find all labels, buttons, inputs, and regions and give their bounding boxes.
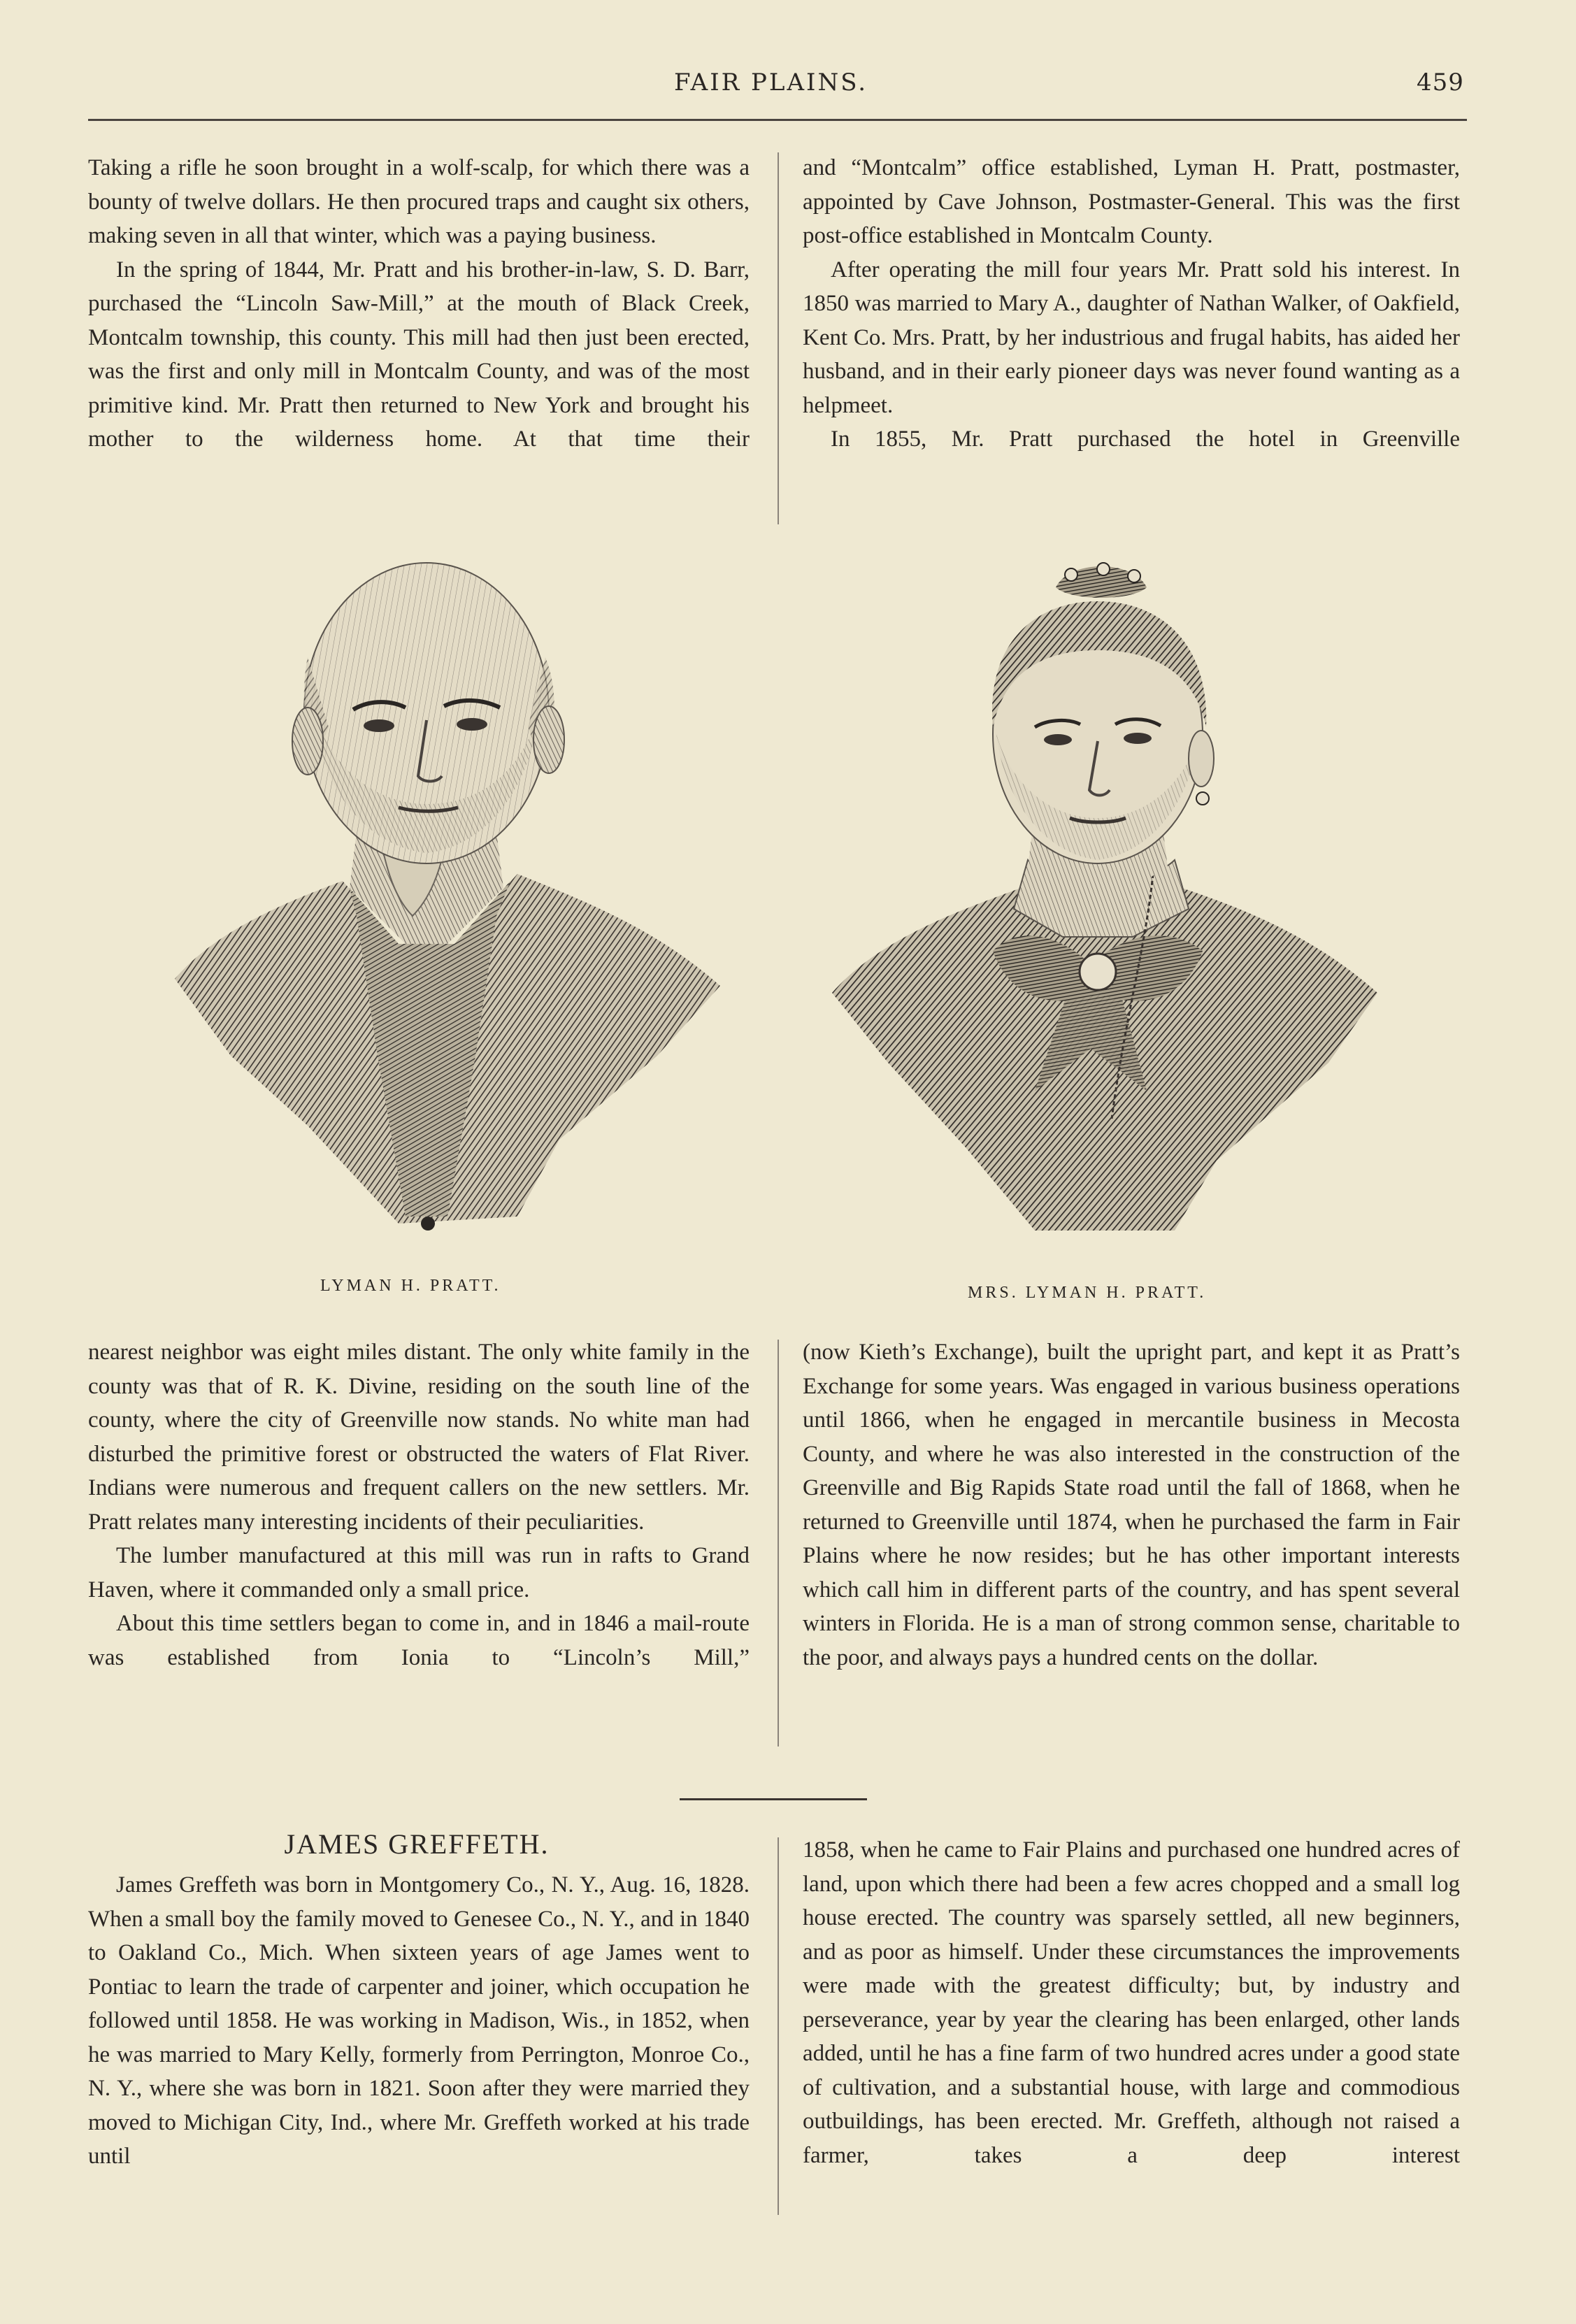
header-rule [88,119,1467,121]
middle-left-column [88,1335,750,1674]
paragraph: 1858, when he came to Fair Plains and purchased one hundred acres of land, upon which there had been a few acres chopped and a small log house erected. The country was sparsely settled, all new beginners, and as poor as himself. Under these circumstances the improvements were made with the greatest difficulty; but, by industry and perseverance, year by year the clearing has been enlarged, other lands added, until he has a fine farm of two hundred acres under a good state of cultivation, and a substantial house, with large and commodious outbuildings, has been erected. Mr. Greffeth, although not raised a farmer, takes a deep interest [803,1837,1460,2168]
column-divider [778,1837,779,2215]
paragraph: Taking a rifle he soon brought in a wolf-scalp, for which there was a bounty of twelve dollars. He then procured traps and caught six others, making seven in all that winter, which was a paying business. [88,155,750,248]
portrait-caption-left: LYMAN H. PRATT. [320,1277,501,1295]
paragraph: In 1855, Mr. Pratt purchased the hotel in Greenville [831,426,1460,452]
paragraph: In the spring of 1844, Mr. Pratt and his brother-in-law, S. D. Barr, purchased the “Lincoln Saw-Mill,” at the mouth of Black Creek, Montcalm township, this county. This mill had then just been erected, was the first and only mill in Montcalm County, and was of the most primitive kind. Mr. Pratt then returned to New York and brought his mother to the wilderness home. At that time their [88,257,750,452]
paragraph: The lumber manufactured at this mill was run in rafts to Grand Haven, where it commanded only a small price. [88,1543,750,1602]
page-number: 459 [1417,69,1464,96]
paragraph: (now Kieth’s Exchange), built the upright part, and kept it as Pratt’s Exchange for some years. Was engaged in various business operations until 1866, when he engaged in mercantile business in Mecosta County, and where he was also interested in the construction of the Greenville and Big Rapids State road until the fall of 1868, when he returned to Greenville until 1874, when he purchased the farm in Fair Plains where he now resides; but he has other important interests which call him in different parts of the country, and has spent several winters in Florida. He is a man of strong common sense, charitable to the poor, and always pays a hundred cents on the dollar. [803,1340,1460,1670]
running-head-title: FAIR PLAINS. [674,69,868,96]
section-title: JAMES GREFFETH. [284,1828,550,1860]
portrait-lyman-pratt [168,552,727,1245]
column-divider [778,1340,779,1746]
paragraph: About this time settlers began to come in, and in 1846 a mail-route was established from Ionia to “Lincoln’s Mill,” [88,1611,750,1670]
section-separator-rule [680,1798,867,1800]
portrait-caption-right: MRS. LYMAN H. PRATT. [968,1284,1207,1302]
paragraph: nearest neighbor was eight miles distant. The only white family in the county was that of R. K. Divine, residing on the south line of the county, where the city of Greenville now stands. No white man had disturbed the primitive forest or obstructed the waters of Flat River. Indians were numerous and frequent callers on the new settlers. Mr. Pratt relates many interesting incidents of their peculiarities. [88,1340,750,1535]
paragraph: James Greffeth was born in Montgomery Co., N. Y., Aug. 16, 1828. When a small boy the family moved to Genesee Co., N. Y., and in 1840 to Oakland Co., Mich. When sixteen years of age James went to Pontiac to learn the trade of carpenter and joiner, which occupation he followed until 1858. He was working in Madison, Wis., in 1852, when he was married to Mary Kelly, formerly from Perrington, Monroe Co., N. Y., where she was born in 1821. Soon after they were married they moved to Michigan City, Ind., where Mr. Greffeth worked at his trade until [88,1872,750,2169]
greffeth-left-column [88,1868,750,2174]
column-divider [778,152,779,524]
middle-right-column [803,1335,1460,1674]
top-left-column [88,151,750,457]
paragraph: After operating the mill four years Mr. Pratt sold his interest. In 1850 was married to Mary A., daughter of Nathan Walker, of Oakfield, Kent Co. Mrs. Pratt, by her industrious and frugal habits, has aided her husband, and in their early pioneer days was never found wanting as a helpmeet. [803,257,1460,418]
paragraph: and “Montcalm” office established, Lyman H. Pratt, postmaster, appointed by Cave Johnson, Postmaster-General. This was the first post-office established in Montcalm County. [803,155,1460,248]
top-right-column [803,151,1460,457]
greffeth-right-column [803,1833,1460,2172]
portrait-mrs-lyman-pratt [825,559,1384,1251]
